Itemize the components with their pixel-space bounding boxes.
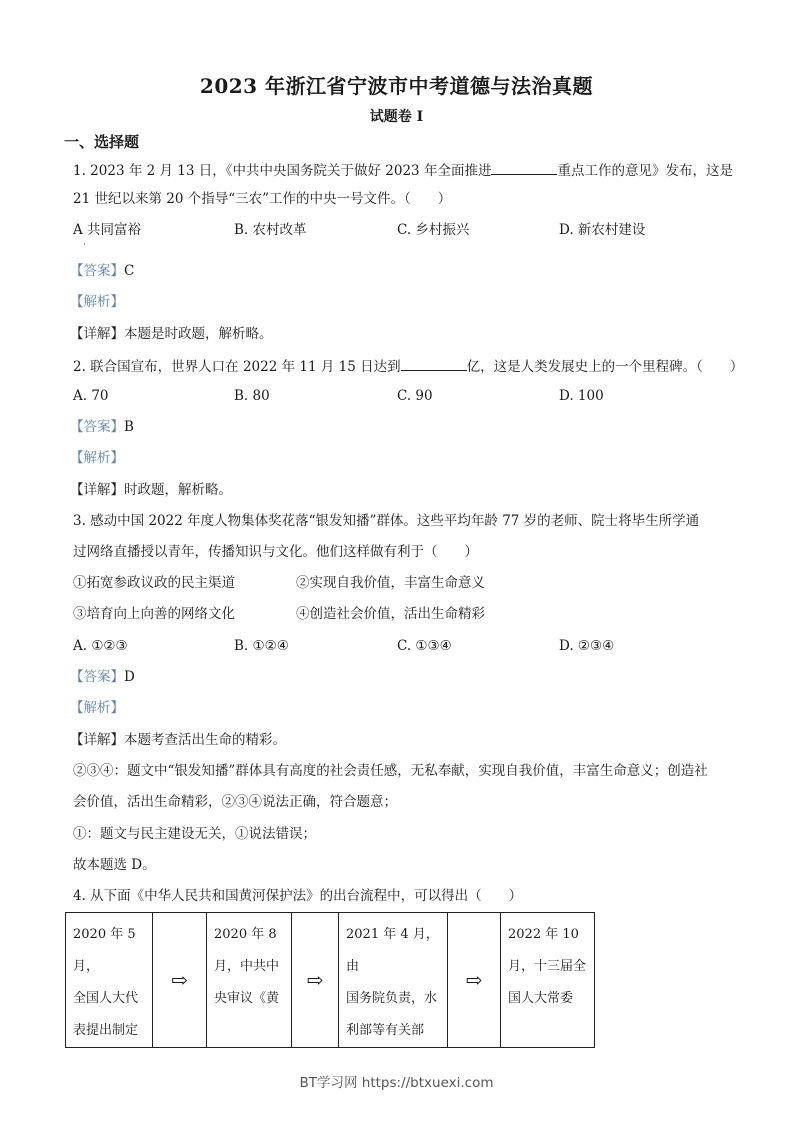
- q1-stem-line1: [73, 161, 733, 179]
- q1-stem-line2: 21 世纪以来第 20 个指导“三农”工作的中央一号文件。（ ）: [73, 191, 452, 207]
- fill-blank: [491, 161, 557, 175]
- q3-statement-4: ④创造社会价值，活出生命精彩: [296, 606, 485, 622]
- q1-analysis-label: 【解析】: [70, 294, 124, 310]
- q3-statement-2: ②实现自我价值，丰富生命意义: [296, 575, 485, 591]
- detail-text: 时政题，解析略。: [124, 482, 232, 498]
- answer-label: 【答案】: [70, 669, 124, 685]
- arrow-right-icon: ⇨: [153, 913, 207, 1048]
- q2-stem: [73, 357, 743, 375]
- answer-label: 【答案】: [70, 419, 124, 435]
- fill-blank: [401, 357, 467, 371]
- q3-stem-line1: 3. 感动中国 2022 年度人物集体奖花落“银发知播”群体。这些平均年龄 77 岁的老师、院士将毕生所学通: [73, 513, 700, 529]
- q2-option-a: A. 70: [73, 388, 109, 404]
- scan-speck: [84, 243, 85, 245]
- flow-step-2: [207, 913, 292, 1048]
- page-title: 2023 年浙江省宁波市中考道德与法治真题: [199, 74, 594, 98]
- q3-statement-3: ③培育向上向善的网络文化: [73, 606, 235, 622]
- answer-value: D: [124, 669, 135, 685]
- q2-stem-text: 2. 联合国宣布，世界人口在 2022 年 11 月 15 日达到: [73, 359, 401, 375]
- q1-option-b: B. 农村改革: [234, 222, 307, 238]
- detail-label: 【详解】: [70, 326, 124, 342]
- q3-detail: [70, 732, 286, 748]
- q1-option-c: C. 乡村振兴: [397, 222, 470, 238]
- footer-watermark: BT学习网 https://btxuexi.com: [299, 1075, 494, 1091]
- q3-answer: [70, 669, 135, 685]
- q3-explain-line4: 故本题选 D。: [73, 857, 156, 873]
- q2-option-c: C. 90: [397, 388, 433, 404]
- answer-label: 【答案】: [70, 263, 124, 279]
- q3-option-d: D. ②③④: [559, 638, 615, 654]
- flow-step-text: 月，中共中: [214, 959, 280, 974]
- q3-explain-line2: 会价值，活出生命精彩，②③④说法正确，符合题意；: [73, 794, 397, 810]
- detail-text: 本题考查活出生命的精彩。: [124, 732, 286, 748]
- section-heading: 一、选择题: [64, 133, 140, 151]
- q1-stem-text: 重点工作的意见》发布，这是: [557, 163, 733, 179]
- q2-option-d: D. 100: [559, 388, 604, 404]
- q3-analysis-label: 【解析】: [70, 700, 124, 716]
- flow-step-text: 利部等有关部: [346, 1023, 425, 1038]
- detail-text: 本题是时政题，解析略。: [124, 326, 273, 342]
- arrow-right-icon: ⇨: [292, 913, 339, 1048]
- q3-statement-1: ①拓宽参政议政的民主渠道: [73, 575, 235, 591]
- flow-step-text: 月，十三届全: [508, 959, 587, 974]
- flow-step-text: 2020 年 5 月，: [73, 927, 136, 974]
- flow-step-text: 国务院负责，水: [346, 991, 438, 1006]
- q2-stem-text: 亿，这是人类发展史上的一个里程碑。（ ）: [466, 359, 744, 375]
- detail-label: 【详解】: [70, 482, 124, 498]
- flow-step-3: [339, 913, 448, 1048]
- q2-analysis-label: 【解析】: [70, 450, 124, 466]
- q1-stem-text: 1. 2023 年 2 月 13 日，《中共中央国务院关于做好 2023 年全面推进: [73, 163, 492, 179]
- flow-step-text: 2020 年 8: [214, 927, 277, 942]
- flow-step-1: [66, 913, 153, 1048]
- flow-step-text: 全国人大代: [73, 991, 139, 1006]
- arrow-right-icon: ⇨: [448, 913, 501, 1048]
- q1-detail: [70, 326, 273, 342]
- q2-option-b: B. 80: [234, 388, 270, 404]
- q1-answer: [70, 263, 134, 279]
- q1-option-d: D. 新农村建设: [559, 222, 646, 238]
- q3-option-b: B. ①②④: [234, 638, 289, 654]
- flow-step-text: 央审议《黄: [214, 991, 280, 1006]
- answer-value: C: [124, 263, 135, 279]
- flow-step-text: 2022 年 10: [508, 927, 579, 942]
- flow-row: [66, 913, 595, 1048]
- q3-option-a: A. ①②③: [73, 638, 128, 654]
- q2-answer: [70, 419, 134, 435]
- q3-stem-line2: 过网络直播授以青年，传播知识与文化。他们这样做有利于（ ）: [73, 544, 478, 560]
- flow-step-text: 国人大常委: [508, 991, 574, 1006]
- q3-option-c: C. ①③④: [397, 638, 452, 654]
- legislation-flow-table: [65, 912, 595, 1048]
- page-subtitle: 试题卷 I: [369, 109, 424, 125]
- q4-stem: 4. 从下面《中华人民共和国黄河保护法》的出台流程中，可以得出（ ）: [73, 888, 523, 904]
- flow-step-text: 2021 年 4 月，由: [346, 927, 439, 974]
- flow-step-text: 表提出制定: [73, 1023, 139, 1038]
- q1-option-a: A 共同富裕: [73, 222, 142, 238]
- q3-explain-line1: ②③④：题文中“银发知播”群体具有高度的社会责任感，无私奉献，实现自我价值，丰富生命意义；创造社: [73, 763, 708, 779]
- q2-detail: [70, 482, 232, 498]
- q3-explain-line3: ①：题文与民主建设无关，①说法错误；: [73, 826, 316, 842]
- answer-value: B: [124, 419, 134, 435]
- detail-label: 【详解】: [70, 732, 124, 748]
- flow-step-4: [501, 913, 595, 1048]
